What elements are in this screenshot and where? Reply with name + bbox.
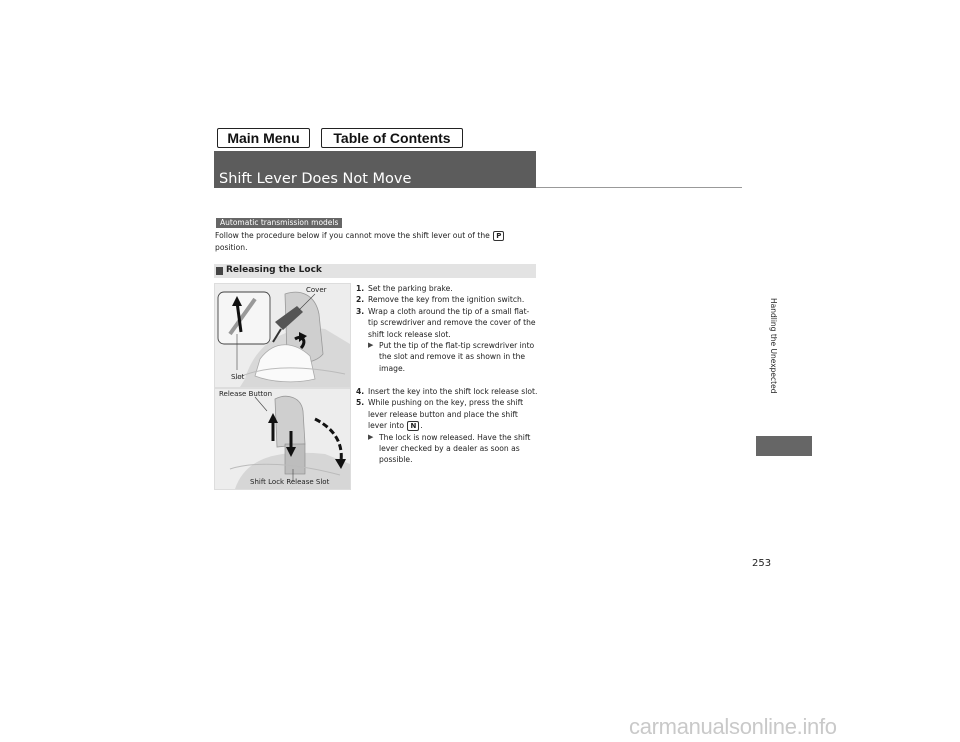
step-number: 1. bbox=[356, 284, 365, 293]
page-title: Shift Lever Does Not Move bbox=[219, 171, 412, 187]
square-icon bbox=[216, 267, 223, 275]
list-item bbox=[356, 294, 538, 305]
step-text: Insert the key into the shift lock release slot. bbox=[368, 387, 538, 396]
step-number: 2. bbox=[356, 295, 365, 305]
list-item bbox=[356, 340, 538, 374]
intro-paragraph bbox=[215, 230, 535, 254]
cover-removal-illustration bbox=[214, 283, 351, 388]
step-number: 4. bbox=[356, 387, 365, 396]
model-tag: Automatic transmission models bbox=[216, 218, 342, 228]
note-text: The lock is now released. Have the shift lever checked by a dealer as soon as possible. bbox=[379, 432, 531, 465]
cover-removal-drawing bbox=[215, 284, 350, 387]
step-text-end: . bbox=[420, 421, 423, 431]
intro-text: Follow the procedure below if you cannot move the shift lever out of the bbox=[215, 231, 490, 240]
side-section-label: Handling the Unexpected bbox=[769, 298, 778, 394]
page-title-bar bbox=[214, 151, 536, 188]
watermark-logo: carmanualsonline.info bbox=[629, 714, 837, 739]
step-text: Remove the key from the ignition switch. bbox=[368, 295, 525, 305]
triangle-right-icon: ▶ bbox=[368, 432, 374, 441]
neutral-key-icon: N bbox=[407, 421, 419, 431]
main-menu-button[interactable]: Main Menu bbox=[217, 128, 310, 148]
note-text: Put the tip of the flat-tip screwdriver into the slot and remove it as shown in the image. bbox=[379, 341, 535, 373]
cover-label: Cover bbox=[306, 286, 327, 294]
step-text: Set the parking brake. bbox=[368, 284, 453, 293]
list-item bbox=[356, 386, 538, 397]
shift-lock-release-slot-label: Shift Lock Release Slot bbox=[250, 478, 330, 486]
table-of-contents-button[interactable]: Table of Contents bbox=[321, 128, 463, 148]
steps-list-2 bbox=[356, 386, 538, 466]
step-number: 5. bbox=[356, 398, 365, 408]
intro-text-end: position. bbox=[215, 243, 248, 252]
shift-lock-release-drawing bbox=[215, 389, 350, 489]
side-thumb-tab[interactable] bbox=[756, 436, 812, 456]
title-rule-divider bbox=[536, 187, 742, 188]
step-text: While pushing on the key, press the shift lever release button and place the shift lever into bbox=[368, 398, 524, 431]
shift-lock-release-illustration bbox=[214, 388, 351, 490]
list-item bbox=[356, 283, 538, 294]
list-item bbox=[356, 306, 538, 340]
slot-label: Slot bbox=[231, 373, 245, 381]
list-item bbox=[356, 432, 538, 466]
section-title: Releasing the Lock bbox=[226, 265, 322, 275]
section-header bbox=[214, 264, 536, 278]
steps-list-1 bbox=[356, 283, 538, 374]
page-number: 253 bbox=[752, 558, 772, 569]
triangle-right-icon: ▶ bbox=[368, 341, 374, 350]
step-text: Wrap a cloth around the tip of a small flat-tip screwdriver and remove the cover of the shift lock release slot. bbox=[368, 306, 536, 339]
park-key-icon: P bbox=[493, 231, 504, 241]
step-number: 3. bbox=[356, 306, 365, 316]
list-item bbox=[356, 397, 538, 431]
release-button-label: Release Button bbox=[219, 390, 273, 398]
